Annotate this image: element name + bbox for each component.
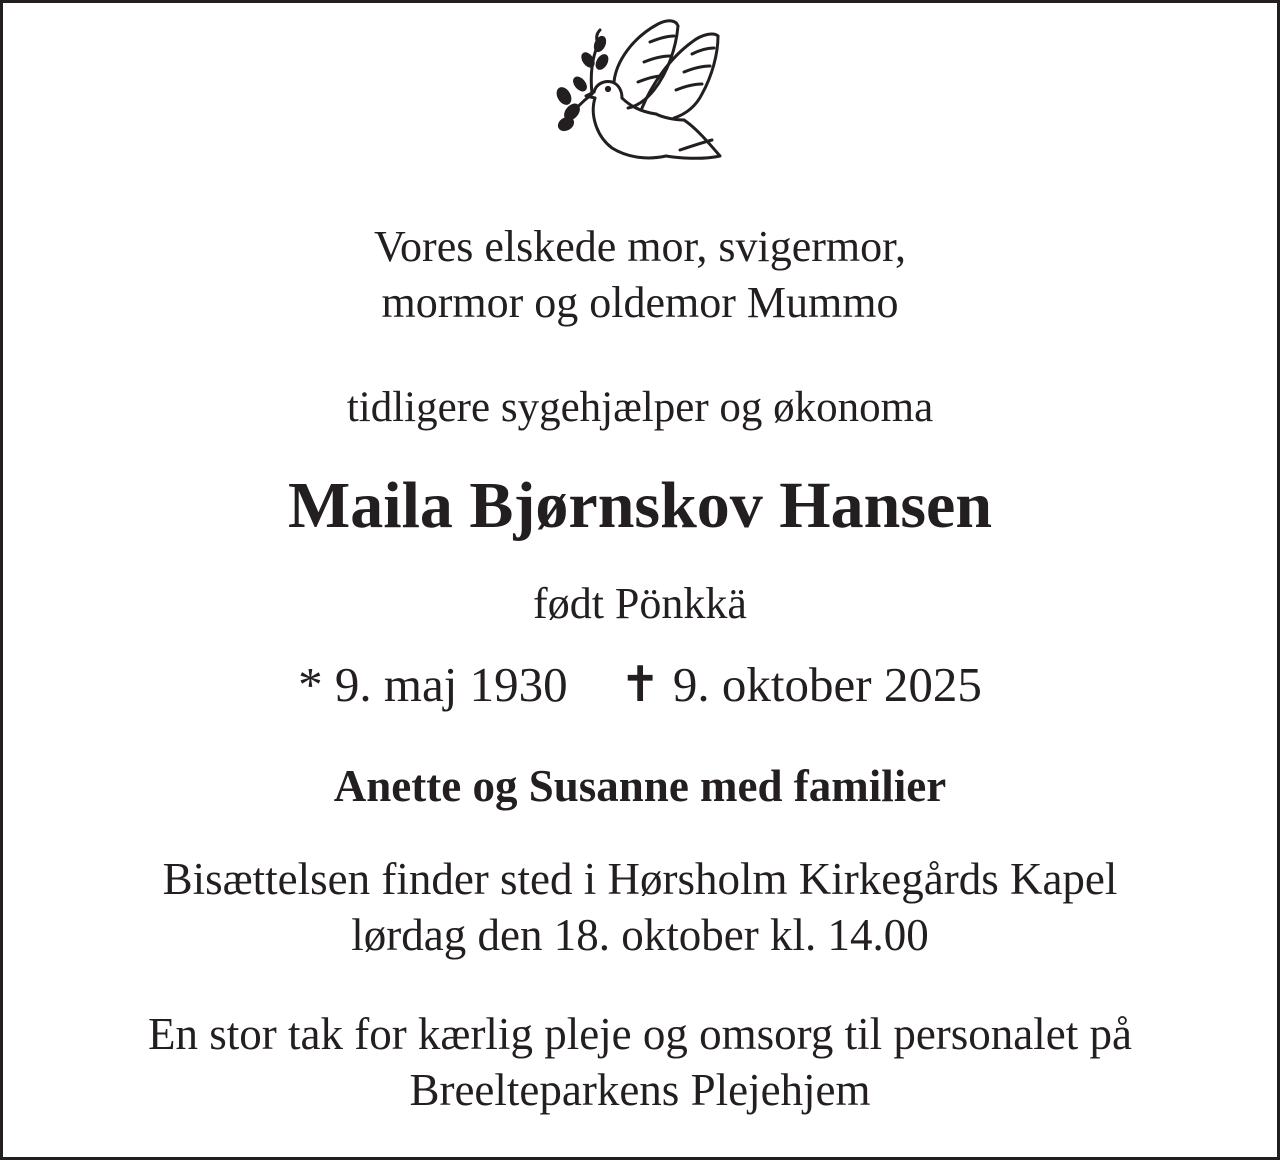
occupation: tidligere sygehjælper og økonoma — [346, 384, 934, 431]
life-dates — [0, 655, 1280, 715]
funeral-info — [0, 851, 1280, 963]
thanks-line-1: En stor tak for kærlig pleje og omsorg til personalet på — [148, 1009, 1132, 1059]
dove-icon — [552, 14, 727, 164]
intro-line-2: mormor og oldemor Mummo — [381, 278, 899, 327]
deceased-name: Maila Bjørnskov Hansen — [287, 469, 993, 542]
intro-line-1: Vores elskede mor, svigermor, — [373, 222, 907, 271]
funeral-line-1: Bisættelsen finder sted i Hørsholm Kirkegårds Kapel — [162, 854, 1118, 904]
funeral-line-2: lørdag den 18. oktober kl. 14.00 — [351, 910, 929, 960]
maiden-name: født Pönkkä — [533, 579, 747, 628]
death-date: ✝ 9. oktober 2025 — [619, 657, 982, 712]
thanks-text — [0, 1006, 1280, 1118]
family-signature: Anette og Susanne med familier — [333, 761, 947, 811]
birth-date: * 9. maj 1930 — [298, 657, 568, 712]
thanks-line-2: Breelteparkens Plejehjem — [409, 1065, 871, 1115]
intro-text — [0, 219, 1280, 331]
